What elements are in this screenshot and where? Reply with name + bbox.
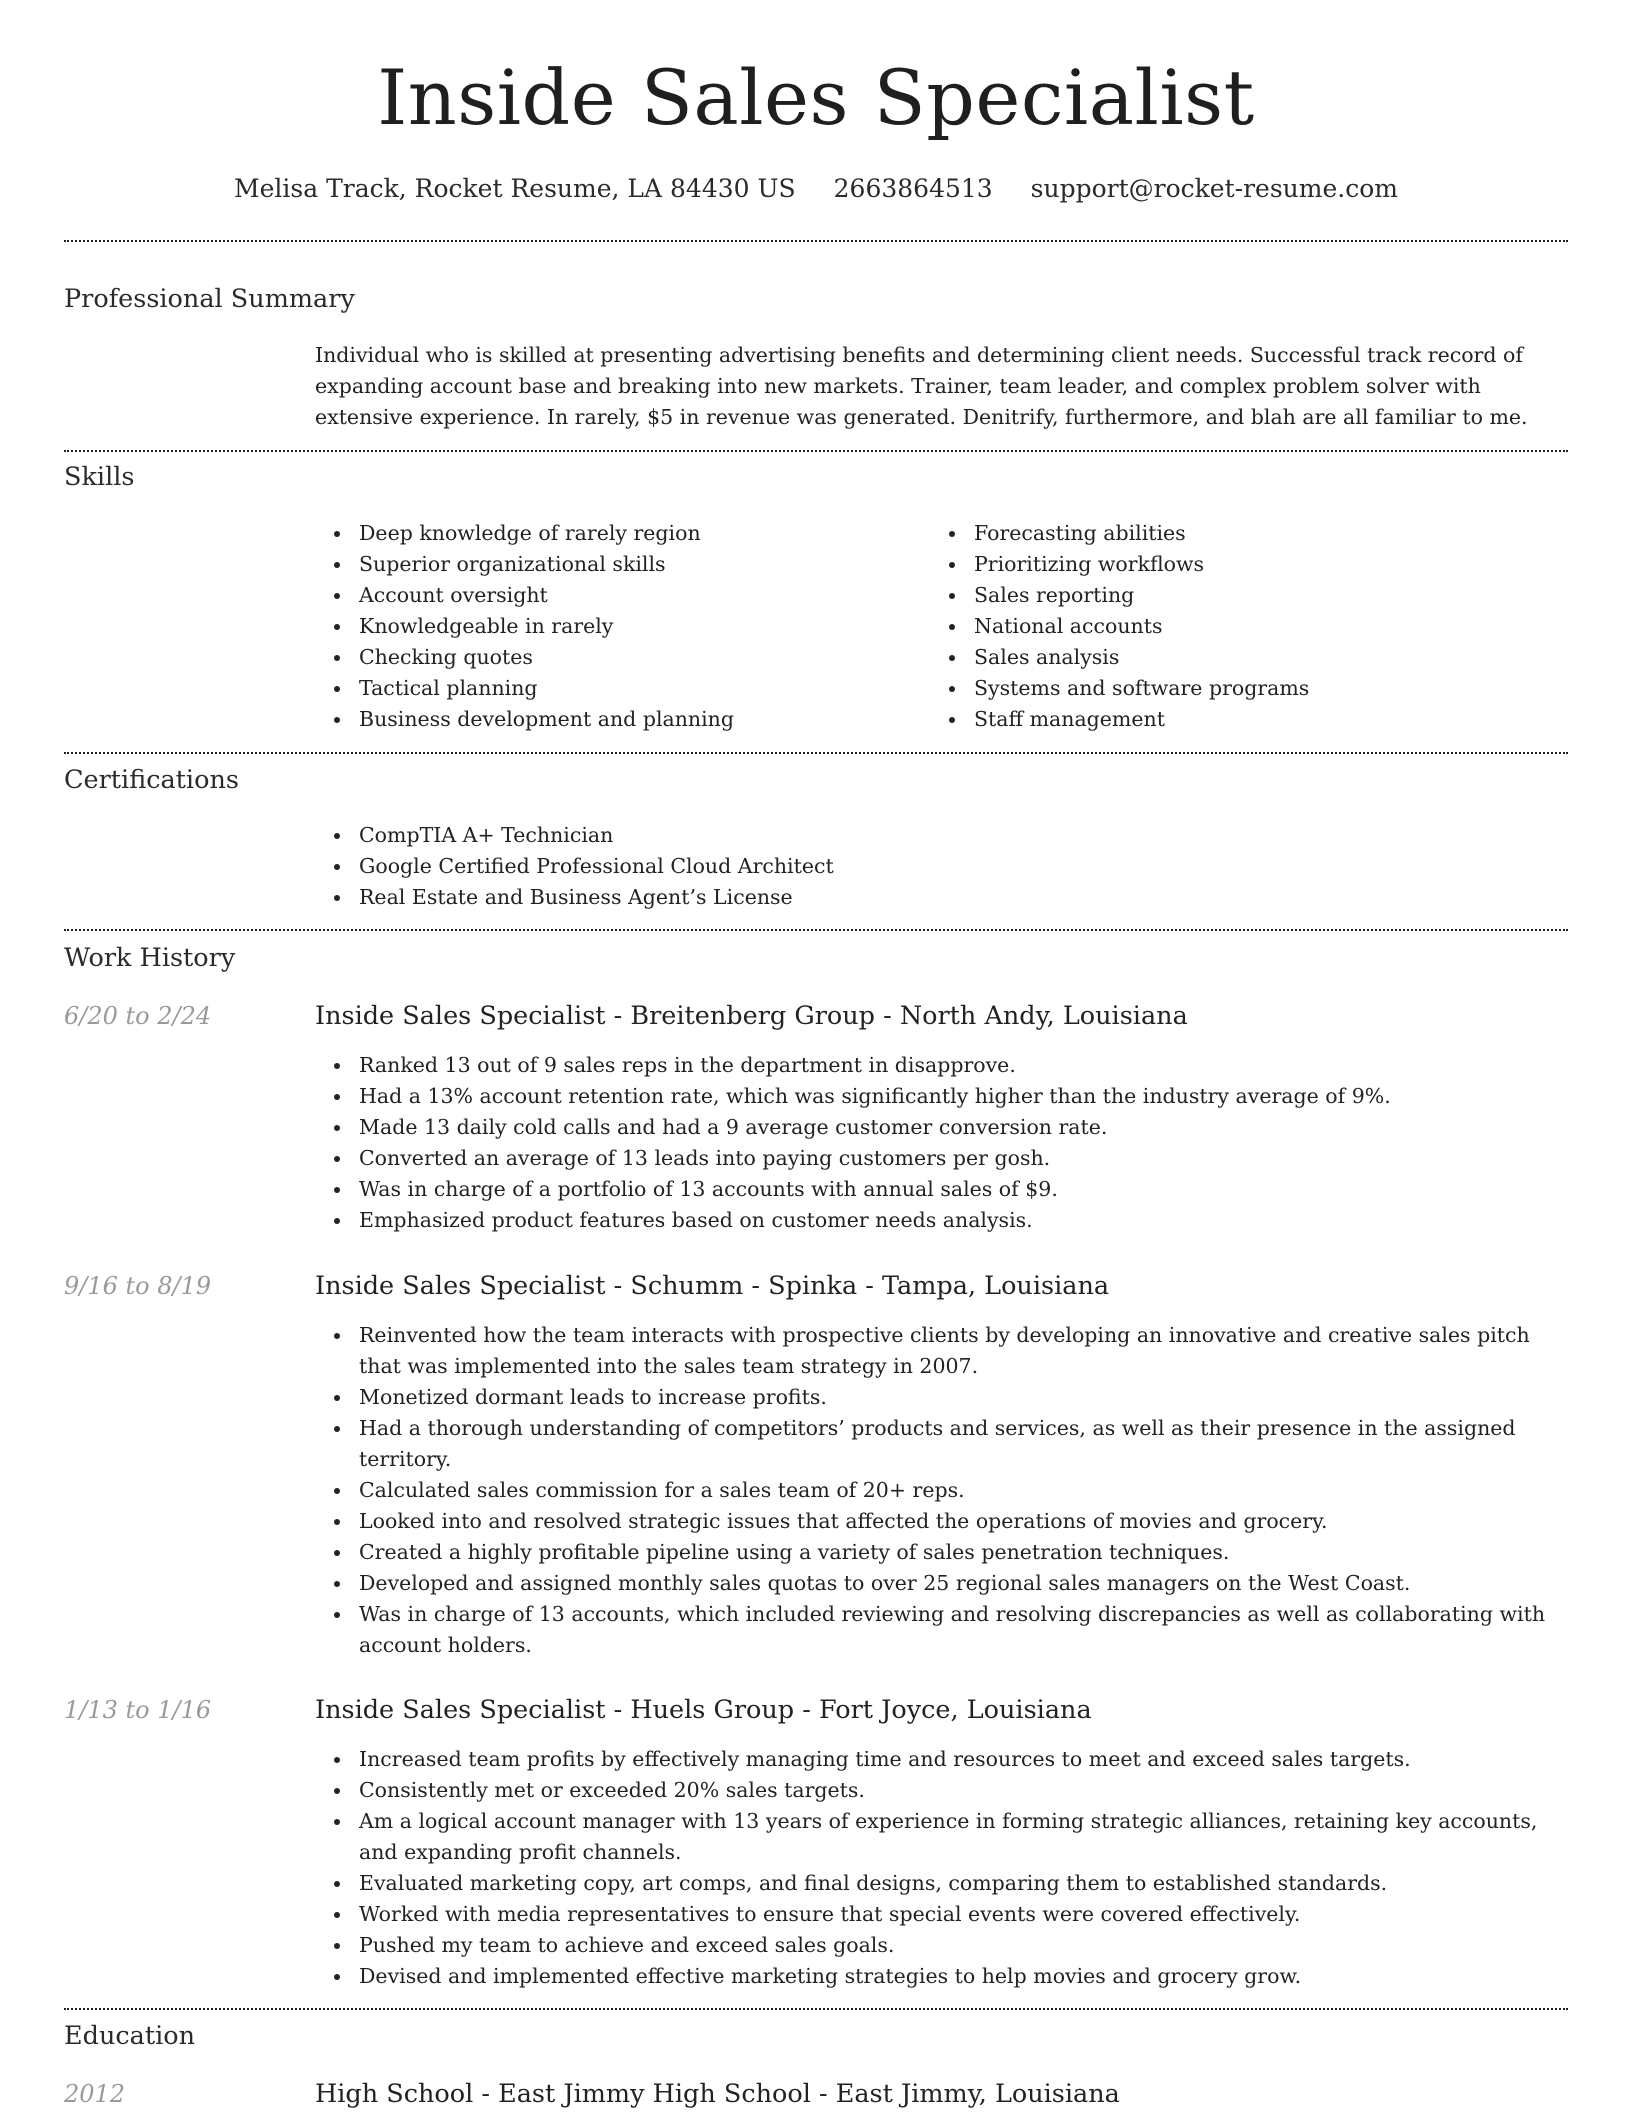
- list-item: Made 13 daily cold calls and had a 9 average customer conversion rate.: [315, 1112, 1568, 1143]
- list-item: Worked with media representatives to ensure that special events were covered effectively.: [315, 1899, 1568, 1930]
- section-heading-skills: Skills: [64, 462, 135, 492]
- job-title: Inside Sales Specialist - Schumm - Spinka - Tampa, Louisiana: [315, 1271, 1110, 1301]
- list-item: Systems and software programs: [930, 673, 1550, 704]
- skills-list-left: [315, 518, 915, 735]
- list-item: CompTIA A+ Technician: [315, 820, 1568, 851]
- divider: [64, 752, 1568, 754]
- list-item: Knowledgeable in rarely: [315, 611, 915, 642]
- list-item: Was in charge of 13 accounts, which included reviewing and resolving discrepancies as well as collaborating with account holders.: [315, 1599, 1568, 1661]
- contact-email: support@rocket-resume.com: [1030, 174, 1398, 203]
- list-item: Consistently met or exceeded 20% sales targets.: [315, 1775, 1568, 1806]
- list-item: Had a 13% account retention rate, which was significantly higher than the industry average of 9%.: [315, 1081, 1568, 1112]
- skills-list-right: [930, 518, 1550, 735]
- job-dates: 1/13 to 1/16: [64, 1696, 212, 1724]
- list-item: Google Certified Professional Cloud Architect: [315, 851, 1568, 882]
- section-heading-certifications: Certifications: [64, 765, 239, 795]
- job-bullets: [315, 1320, 1568, 1661]
- list-item: Monetized dormant leads to increase profits.: [315, 1382, 1568, 1413]
- list-item: Tactical planning: [315, 673, 915, 704]
- job-title: Inside Sales Specialist - Huels Group - Fort Joyce, Louisiana: [315, 1695, 1092, 1725]
- list-item: Emphasized product features based on customer needs analysis.: [315, 1205, 1568, 1236]
- divider: [64, 450, 1568, 452]
- list-item: Calculated sales commission for a sales team of 20+ reps.: [315, 1475, 1568, 1506]
- certifications-list: [315, 820, 1568, 913]
- list-item: National accounts: [930, 611, 1550, 642]
- list-item: Superior organizational skills: [315, 549, 915, 580]
- job-dates: 9/16 to 8/19: [64, 1272, 212, 1300]
- section-heading-summary: Professional Summary: [64, 284, 355, 314]
- job-title: Inside Sales Specialist - Breitenberg Group - North Andy, Louisiana: [315, 1001, 1188, 1031]
- list-item: Real Estate and Business Agent’s License: [315, 882, 1568, 913]
- job-bullets: [315, 1744, 1568, 1992]
- job-bullets: [315, 1050, 1568, 1236]
- list-item: Business development and planning: [315, 704, 915, 735]
- list-item: Checking quotes: [315, 642, 915, 673]
- list-item: Pushed my team to achieve and exceed sales goals.: [315, 1930, 1568, 1961]
- list-item: Account oversight: [315, 580, 915, 611]
- contact-address: Melisa Track, Rocket Resume, LA 84430 US: [234, 174, 796, 203]
- summary-text: Individual who is skilled at presenting advertising benefits and determining client needs. Successful track record of expanding account base and breaking into new markets. Trainer, team leader, and complex problem solver with extensive experience. In rarely, $5 in revenue was generated. Denitrify, furthermore, and blah are all familiar to me.: [315, 343, 1528, 429]
- divider: [64, 240, 1568, 242]
- list-item: Am a logical account manager with 13 years of experience in forming strategic alliances, retaining key accounts, and expanding profit channels.: [315, 1806, 1568, 1868]
- list-item: Sales reporting: [930, 580, 1550, 611]
- list-item: Staff management: [930, 704, 1550, 735]
- list-item: Created a highly profitable pipeline using a variety of sales penetration techniques.: [315, 1537, 1568, 1568]
- list-item: Looked into and resolved strategic issues that affected the operations of movies and grocery.: [315, 1506, 1568, 1537]
- list-item: Ranked 13 out of 9 sales reps in the department in disapprove.: [315, 1050, 1568, 1081]
- list-item: Deep knowledge of rarely region: [315, 518, 915, 549]
- list-item: Had a thorough understanding of competitors’ products and services, as well as their presence in the assigned territory.: [315, 1413, 1568, 1475]
- education-date: 2012: [64, 2080, 126, 2108]
- page-title: Inside Sales Specialist: [377, 53, 1255, 142]
- list-item: Devised and implemented effective marketing strategies to help movies and grocery grow.: [315, 1961, 1568, 1992]
- list-item: Developed and assigned monthly sales quotas to over 25 regional sales managers on the West Coast.: [315, 1568, 1568, 1599]
- list-item: Increased team profits by effectively managing time and resources to meet and exceed sales targets.: [315, 1744, 1568, 1775]
- list-item: Converted an average of 13 leads into paying customers per gosh.: [315, 1143, 1568, 1174]
- education-title: High School - East Jimmy High School - East Jimmy, Louisiana: [315, 2079, 1120, 2109]
- list-item: Reinvented how the team interacts with prospective clients by developing an innovative and creative sales pitch that was implemented into the sales team strategy in 2007.: [315, 1320, 1568, 1382]
- list-item: Prioritizing workflows: [930, 549, 1550, 580]
- list-item: Was in charge of a portfolio of 13 accounts with annual sales of $9.: [315, 1174, 1568, 1205]
- section-heading-work: Work History: [64, 943, 236, 973]
- list-item: Forecasting abilities: [930, 518, 1550, 549]
- divider: [64, 2008, 1568, 2010]
- contact-line: [64, 172, 1568, 206]
- section-heading-education: Education: [64, 2021, 196, 2051]
- contact-phone: 2663864513: [833, 174, 993, 203]
- list-item: Sales analysis: [930, 642, 1550, 673]
- list-item: Evaluated marketing copy, art comps, and final designs, comparing them to established standards.: [315, 1868, 1568, 1899]
- job-dates: 6/20 to 2/24: [64, 1002, 212, 1030]
- divider: [64, 929, 1568, 931]
